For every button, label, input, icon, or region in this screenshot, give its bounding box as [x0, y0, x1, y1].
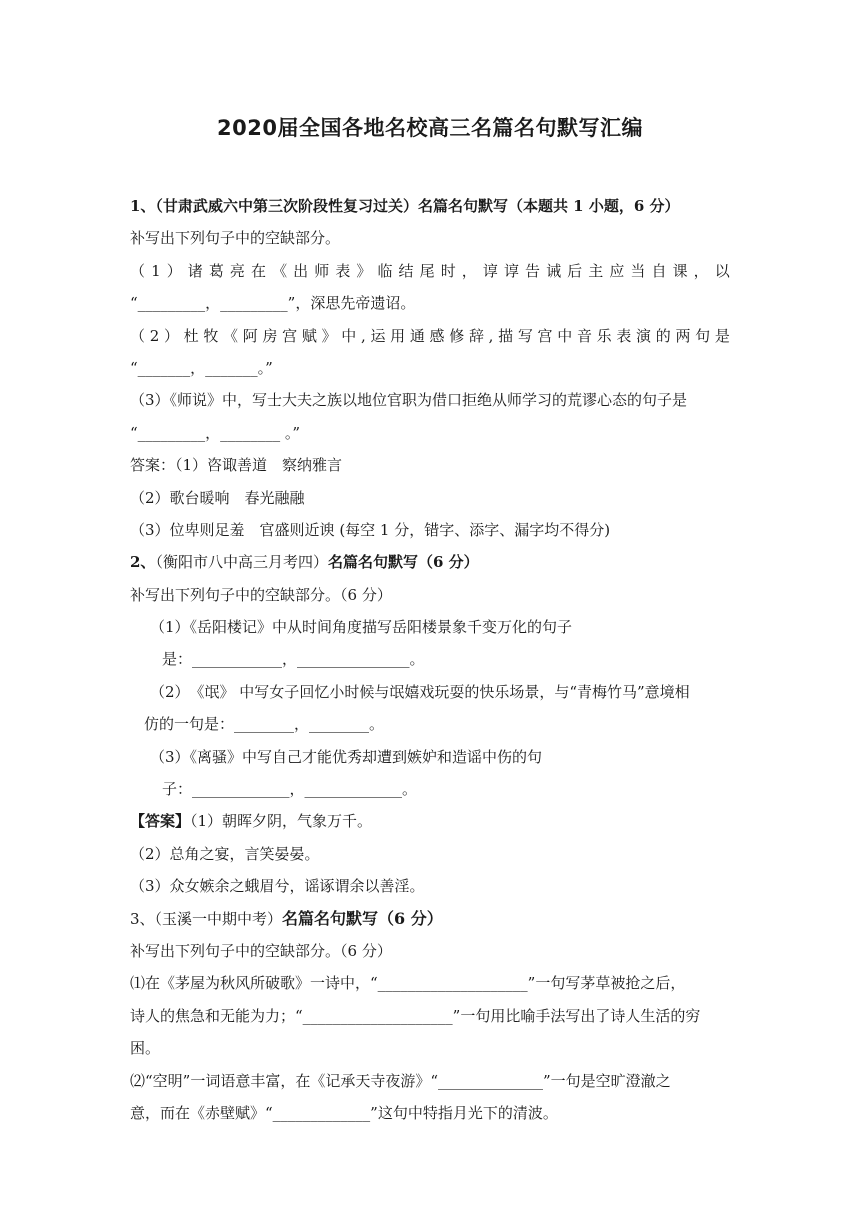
- question-1-2-line-1: [130, 320, 730, 352]
- question-1-2-char: 《: [223, 326, 239, 345]
- question-1-2-char: 修: [449, 326, 465, 345]
- question-1-2-char: 赋: [301, 326, 317, 345]
- question-1-2-char: 房: [262, 326, 278, 345]
- question-1-2-char: 》: [321, 326, 337, 345]
- question-1-1-line-1: [130, 255, 730, 287]
- question-1-1-char: （: [130, 261, 146, 280]
- question-1-2-char: 辞: [468, 326, 484, 345]
- question-1-1-char: 尾: [419, 261, 435, 280]
- section-1-answer-1: 答案：（1）咨诹善道 察纳雅言: [130, 456, 343, 475]
- question-1-2-char: ）: [163, 326, 179, 345]
- section-3-topic: 名篇名句默写（6 分）: [282, 908, 443, 928]
- section-2-answer-3: （3）众女嫉余之蛾眉兮，谣诼谓余以善淫。: [130, 877, 425, 896]
- question-1-2-char: 运: [370, 326, 386, 345]
- question-1-1-char: 后: [567, 261, 583, 280]
- question-2-3-line-2: 子：_____________，_____________。: [162, 780, 418, 799]
- question-1-1-char: 结: [398, 261, 414, 280]
- question-1-2-char: 牧: [203, 326, 219, 345]
- section-2-topic: 名篇名句默写（6 分）: [327, 553, 479, 572]
- question-1-1-char: 出: [293, 261, 309, 280]
- question-1-2-char: 音: [576, 326, 592, 345]
- question-1-1-char: 在: [251, 261, 267, 280]
- question-1-1-char: 亮: [229, 261, 245, 280]
- question-1-1-char: 主: [588, 261, 604, 280]
- question-3-1-line-2: 诗人的焦急和无能为力；“____________________”一句用比喻手法写出了诗人生活的穷: [130, 1006, 701, 1025]
- question-3-1-line-3: 困。: [130, 1039, 161, 1058]
- question-1-1-char: 师: [314, 261, 330, 280]
- question-1-1-char: 应: [609, 261, 625, 280]
- document-title: 2020届全国各地名校高三名篇名句默写汇编: [217, 116, 643, 140]
- question-1-1-char: 葛: [208, 261, 224, 280]
- question-1-1-char: 诸: [187, 261, 203, 280]
- question-3-2-line-2: 意，而在《赤壁赋》“_____________”这句中特指月光下的清波。: [130, 1103, 558, 1122]
- question-1-1-char: 告: [525, 261, 541, 280]
- question-1-2-char: 用: [390, 326, 406, 345]
- section-3-heading: [130, 903, 730, 935]
- question-1-2-char: 杜: [183, 326, 199, 345]
- question-1-2-char: 的: [655, 326, 671, 345]
- section-1-intro: 补写出下列句子中的空缺部分。: [130, 229, 341, 248]
- question-1-1-char: 谆: [503, 261, 519, 280]
- section-1-answer-2: （2）歌台暖响 春光融融: [130, 488, 305, 507]
- question-1-1-char: 谆: [482, 261, 498, 280]
- question-1-2-char: 句: [695, 326, 711, 345]
- question-1-2-char: 演: [636, 326, 652, 345]
- question-2-1-line-2: 是：____________，_______________。: [162, 650, 425, 669]
- question-1-1-char: 自: [651, 261, 667, 280]
- section-3-number-source: 3、（玉溪一中期中考）: [130, 909, 283, 928]
- question-1-2-char: 描: [498, 326, 514, 345]
- question-1-2-char: 两: [675, 326, 691, 345]
- section-1-heading: 1、（甘肃武威六中第三次阶段性复习过关）名篇名句默写（本题共 1 小题，6 分）: [130, 197, 680, 215]
- question-2-2-line-1: （2） 《氓》 中写女子回忆小时候与氓嬉戏玩耍的快乐场景，与“青梅竹马”意境相: [150, 682, 690, 701]
- question-1-2-char: ,: [360, 326, 366, 345]
- question-3-2-line-1: ⑵“空明”一词语意丰富，在《记承天寺夜游》“______________”一句是空旷澄澈之: [130, 1071, 671, 1090]
- question-1-1-char: 以: [714, 261, 730, 280]
- question-2-3-line-1: （3）《离骚》中写自己才能优秀却遭到嫉妒和造谣中伤的句: [150, 747, 543, 766]
- question-1-1-char: ，: [461, 261, 477, 280]
- question-1-2-char: 2: [149, 326, 160, 345]
- question-1-2-line-2: “_______，_______。”: [130, 358, 273, 377]
- question-3-1-line-1: ⑴在《茅屋为秋风所破歌》一诗中，“____________________”一句写茅草被抢之后，: [130, 974, 686, 993]
- document-body: [130, 190, 730, 1129]
- question-2-2-line-2: 仿的一句是：________，________。: [144, 715, 385, 734]
- question-1-3-line-1: （3）《师说》中，写士大夫之族以地位官职为借口拒绝从师学习的荒谬心态的句子是: [130, 391, 688, 410]
- question-1-2-char: ,: [488, 326, 494, 345]
- question-1-1-char: 表: [335, 261, 351, 280]
- section-2-intro: 补写出下列句子中的空缺部分。（6 分）: [130, 585, 392, 604]
- question-1-2-char: 阿: [242, 326, 258, 345]
- question-1-2-char: 中: [557, 326, 573, 345]
- question-1-1-char: ，: [693, 261, 709, 280]
- question-1-1-char: 课: [672, 261, 688, 280]
- section-2-heading: [130, 546, 730, 578]
- question-1-2-char: 中: [341, 326, 357, 345]
- question-1-2-char: 是: [714, 326, 730, 345]
- question-1-1-char: 时: [440, 261, 456, 280]
- question-1-3-line-2: “_________，________ 。”: [130, 423, 301, 442]
- question-1-2-char: 通: [409, 326, 425, 345]
- question-1-2-char: 表: [616, 326, 632, 345]
- question-1-1-char: 《: [272, 261, 288, 280]
- section-2-answer-2: （2）总角之宴，言笑晏晏。: [130, 844, 320, 863]
- question-1-2-char: 乐: [596, 326, 612, 345]
- question-1-2-char: 写: [517, 326, 533, 345]
- question-1-1-char: 1: [151, 261, 161, 280]
- question-1-1-char: 》: [356, 261, 372, 280]
- question-1-2-char: 宫: [282, 326, 298, 345]
- section-2-answer-1: [130, 805, 730, 837]
- question-1-1-char: 诫: [546, 261, 562, 280]
- question-1-1-char: ）: [166, 261, 182, 280]
- section-2-number: 2、: [130, 553, 156, 572]
- question-1-1-char: 临: [377, 261, 393, 280]
- section-2-source: （衡阳市八中高三月考四）: [155, 553, 328, 572]
- answer-text: （1）朝晖夕阴，气象万千。: [190, 812, 373, 831]
- question-1-1-line-2: “_________，_________”，深思先帝遗诏。: [130, 294, 416, 313]
- question-1-2-char: （: [130, 326, 146, 345]
- question-1-2-char: 感: [429, 326, 445, 345]
- section-1-answer-3: （3）位卑则足羞 官盛则近谀 (每空 1 分，错字、添字、漏字均不得分): [130, 520, 611, 539]
- question-1-2-char: 宫: [537, 326, 553, 345]
- question-2-1-line-1: （1）《岳阳楼记》中从时间角度描写岳阳楼景象千变万化的句子: [150, 618, 573, 637]
- question-1-1-char: 当: [630, 261, 646, 280]
- answer-label: 【答案】: [130, 812, 191, 831]
- section-3-intro: 补写出下列句子中的空缺部分。（6 分）: [130, 941, 392, 960]
